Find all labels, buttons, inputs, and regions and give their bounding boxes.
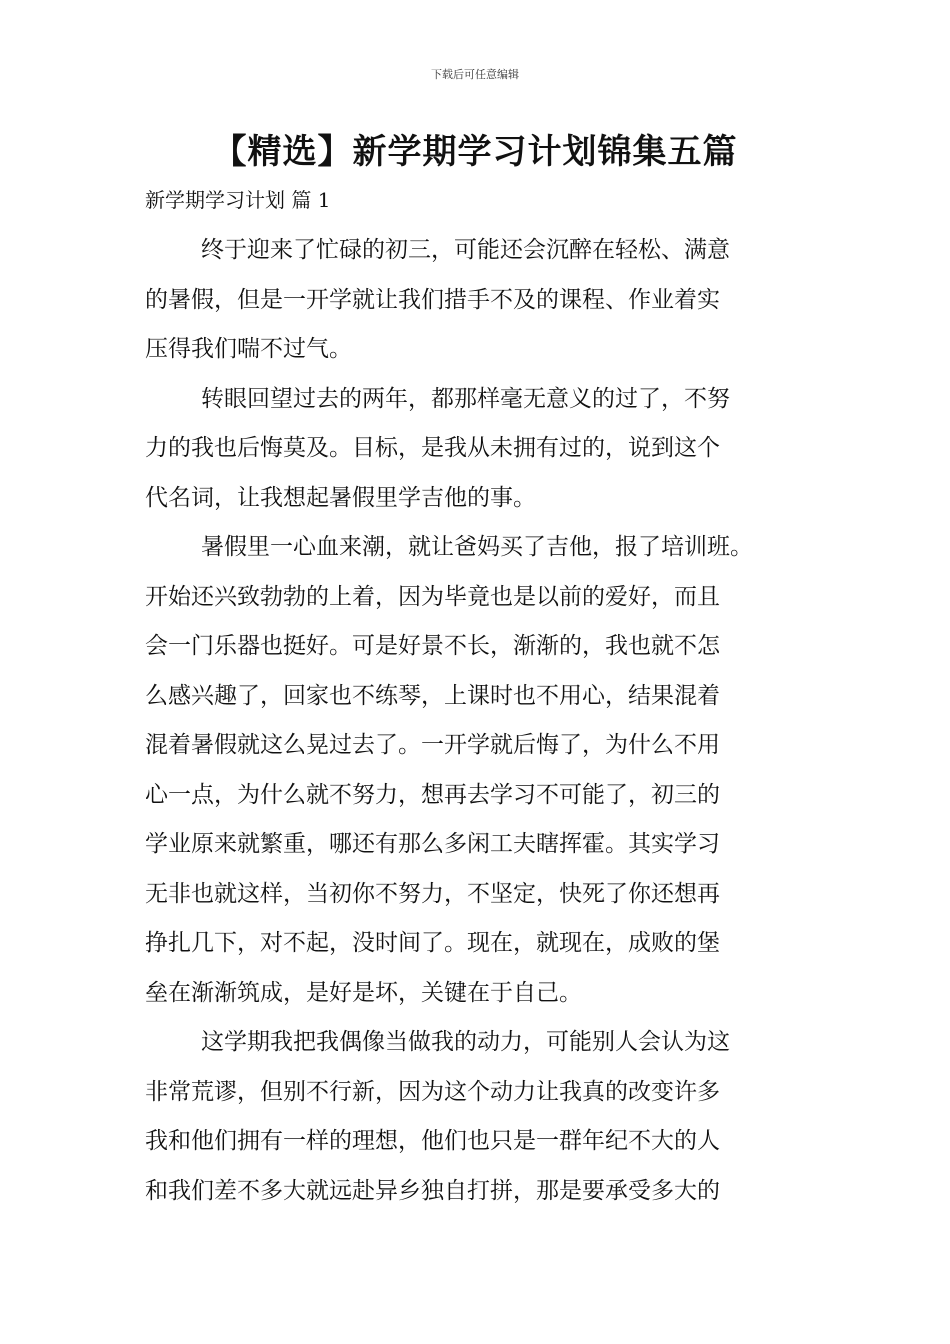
text-line: 和我们差不多大就远赴异乡独自打拼，那是要承受多大的 <box>145 1177 720 1204</box>
text-line: 开始还兴致勃勃的上着，因为毕竟也是以前的爱好，而且 <box>145 583 720 610</box>
text-line: 终于迎来了忙碌的初三，可能还会沉醉在轻松、满意 <box>201 237 730 263</box>
text-line: 非常荒谬，但别不行新，因为这个动力让我真的改变许多 <box>145 1078 720 1105</box>
text-line: 么感兴趣了，回家也不练琴，上课时也不用心，结果混着 <box>145 682 720 709</box>
paragraph <box>145 226 810 375</box>
text-line: 的暑假，但是一开学就让我们措手不及的课程、作业着实 <box>145 286 720 313</box>
text-line: 无非也就这样，当初你不努力，不坚定，快死了你还想再 <box>145 880 720 907</box>
text-line: 学业原来就繁重，哪还有那么多闲工夫瞎挥霍。其实学习 <box>145 831 720 857</box>
body-text <box>145 226 810 1216</box>
paragraph <box>145 1018 810 1216</box>
text-line: 挣扎几下，对不起，没时间了。现在，就现在，成败的堡 <box>145 930 720 956</box>
text-line: 这学期我把我偶像当做我的动力，可能别人会认为这 <box>201 1029 730 1055</box>
paragraph <box>145 375 810 524</box>
text-line: 暑假里一心血来潮，就让爸妈买了吉他，报了培训班。 <box>201 534 753 560</box>
text-line: 代名词，让我想起暑假里学吉他的事。 <box>145 484 536 511</box>
header-note: 下载后可任意编辑 <box>431 68 519 81</box>
text-line: 转眼回望过去的两年，都那样毫无意义的过了，不努 <box>201 385 730 412</box>
text-line: 心一点，为什么就不努力，想再去学习不可能了，初三的 <box>145 781 720 808</box>
text-line: 混着暑假就这么晃过去了。一开学就后悔了，为什么不用 <box>145 732 720 758</box>
text-line: 压得我们喘不过气。 <box>145 336 352 362</box>
text-line: 垒在渐渐筑成，是好是坏，关键在于自己。 <box>145 979 582 1006</box>
document-title: 【精选】新学期学习计划锦集五篇 <box>212 132 738 172</box>
section-heading: 新学期学习计划 篇 1 <box>145 188 331 212</box>
text-line: 我和他们拥有一样的理想，他们也只是一群年纪不大的人 <box>145 1128 720 1154</box>
text-line: 会一门乐器也挺好。可是好景不长，渐渐的，我也就不怎 <box>145 633 720 659</box>
paragraph <box>145 523 810 1018</box>
text-line: 力的我也后悔莫及。目标，是我从未拥有过的，说到这个 <box>145 435 720 461</box>
